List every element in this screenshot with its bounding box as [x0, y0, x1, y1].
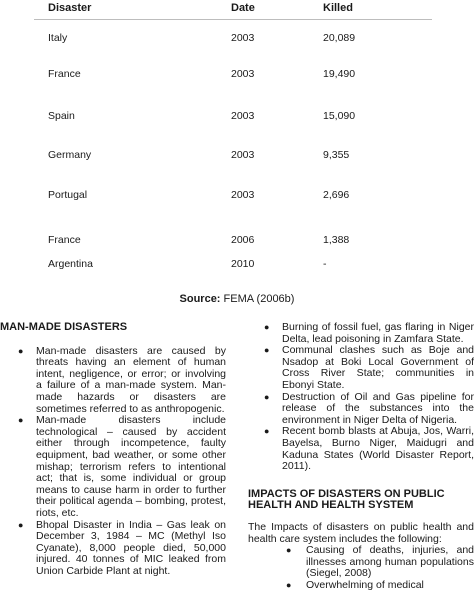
section-heading-man-made: MAN-MADE DISASTERS	[0, 321, 128, 333]
cell-date: 2003	[231, 149, 255, 161]
list-item	[248, 392, 474, 427]
left-column	[0, 322, 226, 577]
list-item-text: Man-made disasters are caused by threats having an element of human intent, negligence, or error; or involving a failure of a man-made system. Man-made hazards or disasters are sometimes referred to as anthropogenic.	[36, 344, 226, 415]
man-made-list	[0, 346, 226, 578]
bullet-icon: ●	[264, 426, 270, 437]
cell-killed: 20,089	[323, 32, 356, 44]
list-item	[0, 346, 226, 416]
list-item-text: Burning of fossil fuel, gas flaring in Niger Delta, lead poisoning in Zamfara State.	[282, 321, 474, 345]
source-label: Source:	[179, 293, 221, 305]
header-date: Date	[231, 2, 255, 14]
impacts-paragraph: The Impacts of disasters on public health and health care system includes the following:	[248, 520, 474, 545]
cell-date: 2003	[231, 110, 255, 122]
cell-killed: 9,355	[323, 149, 350, 161]
table-row	[34, 149, 432, 163]
list-item-text: Bhopal Disaster in India – Gas leak on December 3, 1984 – MC (Methyl Iso Cyanate), 8,000 people died, 50,000 injured. 40 tonnes of MIC leaked from Union Carbide Plant at night.	[36, 518, 226, 577]
list-item-text: Man-made disasters include technological – caused by accident either through incompetence, faulty equipment, bad weather, or some other mishap; terrorism refers to intentional act; that is, some individual or group means to cause harm in order to further their political agenda – bombing, protest, riots, etc.	[36, 414, 226, 519]
cell-country: Portugal	[48, 189, 88, 201]
cell-killed: 2,696	[323, 189, 350, 201]
table-row	[34, 110, 432, 124]
list-item	[0, 415, 226, 519]
table-row	[34, 68, 432, 82]
header-disaster: Disaster	[48, 2, 92, 14]
bullet-icon: ●	[264, 391, 270, 402]
bullet-icon: ●	[286, 579, 292, 590]
table-source	[0, 293, 474, 305]
cell-country: France	[48, 68, 81, 80]
bullet-icon: ●	[264, 322, 270, 332]
cell-country: France	[48, 234, 81, 246]
right-column	[248, 322, 474, 591]
bullet-icon: ●	[286, 545, 292, 556]
list-item	[248, 345, 474, 391]
cell-country: Germany	[48, 149, 92, 161]
source-text: FEMA (2006b)	[220, 293, 295, 305]
cell-killed: 19,490	[323, 68, 356, 80]
list-item	[248, 322, 474, 345]
cell-country: Italy	[48, 32, 68, 44]
list-item-text: Destruction of Oil and Gas pipeline for release of the substances into the environment in Niger Delta of Nigeria.	[282, 390, 474, 426]
disaster-table	[34, 0, 432, 270]
section-heading-impacts: IMPACTS OF DISASTERS ON PUBLIC HEALTH AND HEALTH SYSTEM	[248, 487, 445, 512]
table-header	[34, 0, 432, 20]
list-item	[248, 545, 474, 580]
cell-killed: 1,388	[323, 234, 350, 246]
table-row	[34, 258, 432, 272]
list-item-text: Causing of deaths, injuries, and illnesses among human populations (Siegel, 2008)	[306, 544, 474, 580]
list-item	[248, 426, 474, 472]
cell-date: 2006	[231, 234, 255, 246]
table-row	[34, 32, 432, 46]
cell-date: 2010	[231, 258, 255, 270]
list-item	[0, 520, 226, 578]
table-row	[34, 234, 432, 248]
bullet-icon: ●	[18, 415, 24, 426]
cell-country: Argentina	[48, 258, 93, 270]
cell-killed: 15,090	[323, 110, 356, 122]
list-item	[248, 580, 474, 592]
list-item-text: Overwhelming of medical	[306, 578, 424, 591]
cell-date: 2003	[231, 32, 255, 44]
table-row	[34, 189, 432, 203]
examples-list	[248, 322, 474, 473]
impacts-list	[248, 545, 474, 591]
cell-country: Spain	[48, 110, 75, 122]
list-item-text: Communal clashes such as Boje and Nsadop at Boki Local Government of Cross River State; communities in Ebonyi State.	[282, 344, 474, 391]
bullet-icon: ●	[18, 519, 24, 530]
cell-killed: -	[323, 258, 327, 270]
bullet-icon: ●	[264, 345, 270, 356]
list-item-text: Recent bomb blasts at Abuja, Jos, Warri, Bayelsa, Burno Niger, Maidugri and Kaduna States (World Disaster Report, 2011).	[282, 425, 474, 473]
cell-date: 2003	[231, 68, 255, 80]
header-killed: Killed	[323, 2, 353, 14]
bullet-icon: ●	[18, 345, 24, 356]
cell-date: 2003	[231, 189, 255, 201]
